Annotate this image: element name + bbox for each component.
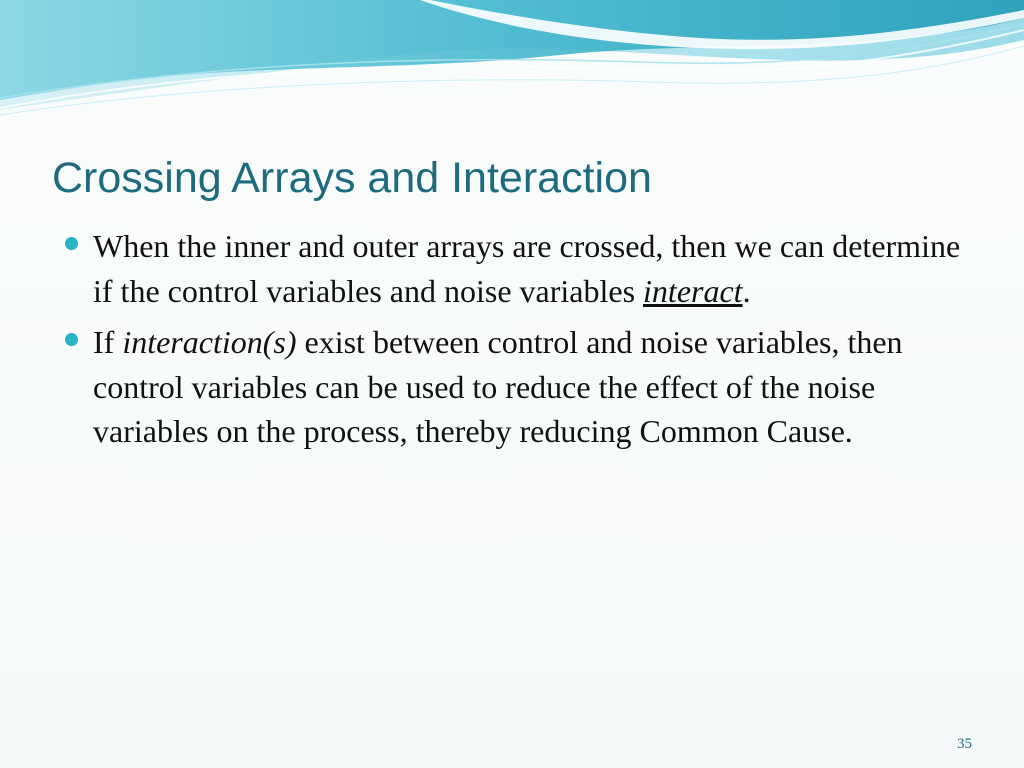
bullet-icon xyxy=(65,237,78,250)
bullet-text: When the inner and outer arrays are crossed, then we can determine if the control variables and noise variables xyxy=(93,228,961,309)
slide-title: Crossing Arrays and Interaction xyxy=(52,154,652,202)
bullet-text-end: . xyxy=(742,272,751,309)
header-wave-decoration xyxy=(0,0,1024,120)
bullet-item xyxy=(62,320,982,454)
bullet-text: If xyxy=(93,324,123,360)
page-number: 35 xyxy=(957,736,972,752)
bullet-text-end: exist between control and noise variables, then control variables can be used to reduce the effect of the noise variables on the process, thereby reducing Common Cause. xyxy=(93,324,903,449)
bullet-emphasis: interaction(s) xyxy=(122,324,297,360)
bullet-emphasis: interact xyxy=(643,272,743,309)
bullet-item xyxy=(62,224,982,313)
bullet-list xyxy=(62,224,982,461)
bullet-icon xyxy=(65,333,78,346)
